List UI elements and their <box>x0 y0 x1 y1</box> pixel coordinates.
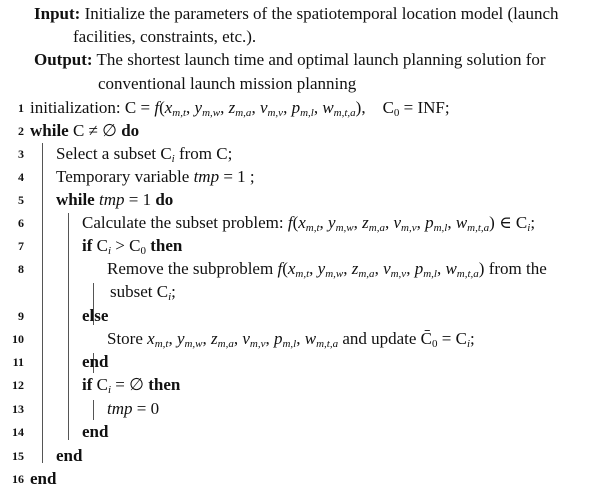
while-outer-block-bar <box>42 143 43 463</box>
line-number: 15 <box>12 449 24 463</box>
if-empty-block-bar <box>93 400 94 420</box>
line-number: 4 <box>18 170 24 184</box>
condition: C ≠ ∅ <box>72 121 117 140</box>
line-number: 11 <box>12 355 24 369</box>
line-number: 12 <box>12 378 24 392</box>
keyword-end: end <box>82 422 109 441</box>
line-number: 8 <box>18 262 24 276</box>
output-text-cont: conventional launch mission planning <box>98 74 357 93</box>
line-text: if $C_i > C_0$ then <box>82 236 183 257</box>
line-text: if $C_i$ = ∅ then <box>82 375 181 396</box>
line-text <box>56 444 82 467</box>
line-text: while tmp = 1 do <box>56 190 174 209</box>
line-number: 5 <box>18 193 24 207</box>
line-text: Remove the subproblem $f(x_{m,t}$, $y_{m,w}$, $z_{m,a}$, $v_{m,v}$, $p_{m,l}$, $w_{m,t,a}$) from the <box>107 259 547 280</box>
input-label: Input: <box>34 4 81 23</box>
line-number: 6 <box>18 216 24 230</box>
line-number: 16 <box>12 472 24 486</box>
keyword-if: if <box>82 375 93 394</box>
input-row-cont <box>73 25 256 48</box>
line-text: Calculate the subset problem: $f(x_{m,t}$, $y_{m,w}$, $z_{m,a}$, $v_{m,v}$, $p_{m,l}$, $w_{m,t,a}$) ∈ $C_i$; <box>82 213 536 234</box>
keyword-end: end <box>56 446 83 465</box>
output-row-cont <box>98 72 356 95</box>
while-inner-block-bar <box>68 213 69 440</box>
line-text <box>82 304 108 327</box>
line-text: subset $C_i$; <box>110 282 176 303</box>
line-text <box>30 467 56 490</box>
output-row <box>34 48 546 71</box>
line-text: initialization: $C = f(x_{m,t}$, $y_{m,w}$, $z_{m,a}$, $v_{m,v}$, $p_{m,l}$, $w_{m,t,a}$), $C_0$ = INF; <box>30 98 450 119</box>
keyword-if: if <box>82 236 93 255</box>
line-text: Store $x_{m,t}$, $y_{m,w}$, $z_{m,a}$, $v_{m,v}$, $p_{m,l}$, $w_{m,t,a}$ and update $C̄_0 = C_i$; <box>107 329 475 350</box>
keyword-while: while <box>56 190 95 209</box>
output-label: Output: <box>34 50 93 69</box>
line-number: 3 <box>18 147 24 161</box>
keyword-then: then <box>148 375 181 394</box>
line-text <box>30 119 139 142</box>
line-number: 14 <box>12 425 24 439</box>
keyword-do: do <box>155 190 174 209</box>
keyword-do: do <box>121 121 140 140</box>
line-text: tmp = 0 <box>107 399 160 418</box>
line-number: 10 <box>12 332 24 346</box>
line-text: Temporary variable tmp = 1 ; <box>56 167 255 186</box>
line-text <box>82 420 108 443</box>
line-number: 2 <box>18 124 24 138</box>
input-text: Initialize the parameters of the spatiotemporal location model (launch <box>84 4 559 23</box>
keyword-else: else <box>82 306 109 325</box>
line-number: 1 <box>18 101 24 115</box>
keyword-then: then <box>150 236 183 255</box>
keyword-end: end <box>30 469 57 488</box>
input-row <box>34 2 559 25</box>
line-number: 13 <box>12 402 24 416</box>
line-text <box>82 350 108 373</box>
input-text-cont: facilities, constraints, etc.). <box>73 27 257 46</box>
line-number: 9 <box>18 309 24 323</box>
line-number: 7 <box>18 239 24 253</box>
keyword-while: while <box>30 121 69 140</box>
keyword-end: end <box>82 352 109 371</box>
output-text: The shortest launch time and optimal launch planning solution for <box>96 50 546 69</box>
line-text: Select a subset $C_i$ from C; <box>56 144 233 165</box>
